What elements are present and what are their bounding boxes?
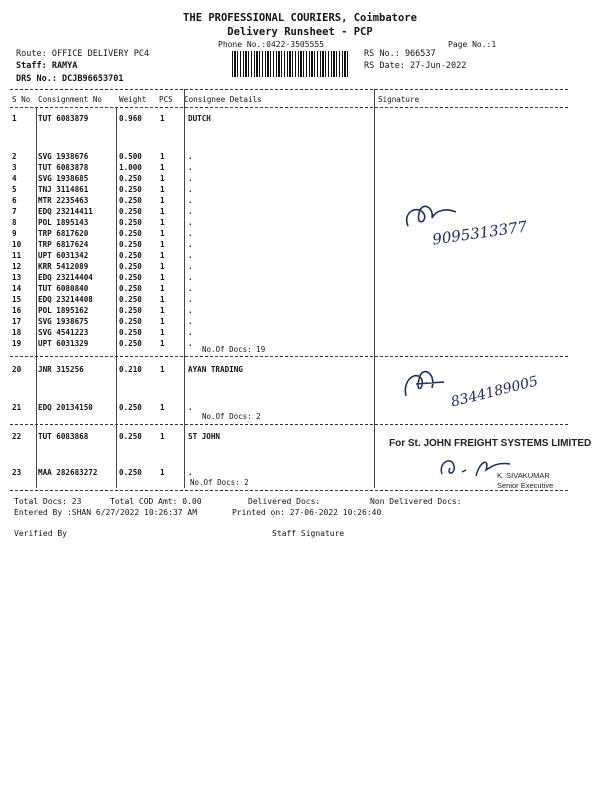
- col-sno: S No: [12, 95, 31, 104]
- table-cell: 1: [160, 273, 165, 282]
- table-cell: 0.250: [119, 207, 142, 216]
- table-cell: MTR 2235463: [38, 196, 89, 205]
- table-cell: 1: [160, 152, 165, 161]
- table-cell: 4: [12, 174, 17, 183]
- table-cell: 17: [12, 317, 22, 326]
- table-cell: 15: [12, 295, 22, 304]
- table-cell: 1: [160, 295, 165, 304]
- handwritten-phone: 8344189005: [449, 373, 540, 411]
- table-cell: 1: [160, 174, 165, 183]
- rs-number: RS No.: 966537: [364, 49, 436, 59]
- table-cell: .: [188, 218, 193, 227]
- table-cell: MAA 282683272: [38, 468, 98, 477]
- table-cell: UPT 6031342: [38, 251, 89, 260]
- delivered-docs: Delivered Docs:: [248, 497, 321, 506]
- table-cell: 0.250: [119, 432, 142, 441]
- stamp-company: For St. JOHN FREIGHT SYSTEMS LIMITED: [389, 438, 592, 449]
- table-cell: TRP 6817620: [38, 229, 89, 238]
- table-cell: .: [188, 262, 193, 271]
- table-cell: 1: [160, 339, 165, 348]
- table-cell: 0.250: [119, 328, 142, 337]
- table-cell: 0.250: [119, 196, 142, 205]
- table-cell: 20: [12, 365, 22, 374]
- table-cell: 1: [160, 196, 165, 205]
- table-cell: 0.250: [119, 251, 142, 260]
- document-title: THE PROFESSIONAL COURIERS, Coimbatore: [183, 12, 417, 24]
- table-cell: 1: [160, 229, 165, 238]
- table-cell: POL 1895143: [38, 218, 89, 227]
- table-cell: 1: [160, 365, 165, 374]
- table-cell: 9: [12, 229, 17, 238]
- table-cell: .: [188, 207, 193, 216]
- group-doc-count: No.Of Docs: 2: [202, 412, 261, 421]
- printed-on: Printed on: 27-06-2022 10:26:40: [232, 508, 382, 517]
- entered-by: Entered By :SHAN 6/27/2022 10:26:37 AM: [14, 508, 198, 517]
- divider: [10, 356, 568, 357]
- table-cell: 0.250: [119, 273, 142, 282]
- handwritten-phone: 9095313377: [431, 217, 529, 249]
- table-cell: 7: [12, 207, 17, 216]
- table-cell: .: [188, 403, 193, 412]
- table-cell: .: [188, 328, 193, 337]
- col-consignment: Consignment No: [38, 95, 103, 104]
- stamp-designation: Senior Executive: [497, 481, 554, 490]
- non-delivered-docs: Non Delivered Docs:: [370, 497, 462, 506]
- table-cell: 1: [160, 185, 165, 194]
- staff: Staff: RAMYA: [16, 61, 78, 71]
- table-cell: 22: [12, 432, 22, 441]
- table-cell: 0.250: [119, 174, 142, 183]
- table-cell: 2: [12, 152, 17, 161]
- table-cell: 1: [160, 207, 165, 216]
- table-cell: .: [188, 339, 193, 348]
- table-cell: 1: [160, 218, 165, 227]
- table-cell: 1: [160, 284, 165, 293]
- table-cell: 0.250: [119, 218, 142, 227]
- table-cell: ST JOHN: [188, 432, 221, 441]
- table-cell: 0.250: [119, 295, 142, 304]
- table-cell: 1: [160, 251, 165, 260]
- document-subtitle: Delivery Runsheet - PCP: [227, 26, 373, 38]
- stamp-name: K. SIVAKUMAR: [497, 471, 550, 480]
- table-cell: 0.250: [119, 468, 142, 477]
- col-signature: Signature: [378, 95, 420, 104]
- table-cell: SVG 1938685: [38, 174, 89, 183]
- total-cod: Total COD Amt: 0.00: [110, 497, 202, 506]
- table-cell: 1: [160, 306, 165, 315]
- col-consignee: Consignee Details: [184, 95, 262, 104]
- table-cell: 6: [12, 196, 17, 205]
- table-cell: 0.250: [119, 262, 142, 271]
- page-number: Page No.:1: [448, 40, 497, 49]
- table-cell: 18: [12, 328, 22, 337]
- table-cell: 1.000: [119, 163, 142, 172]
- table-cell: SVG 1938676: [38, 152, 89, 161]
- table-cell: .: [188, 196, 193, 205]
- table-cell: EDQ 23214411: [38, 207, 93, 216]
- table-cell: SVG 4541223: [38, 328, 89, 337]
- table-cell: 1: [160, 163, 165, 172]
- table-cell: TNJ 3114861: [38, 185, 89, 194]
- table-cell: 1: [160, 403, 165, 412]
- table-cell: 1: [12, 114, 17, 123]
- table-cell: 0.250: [119, 240, 142, 249]
- table-cell: DUTCH: [188, 114, 211, 123]
- verified-by: Verified By: [14, 529, 67, 538]
- column-line: [374, 89, 375, 488]
- column-line: [116, 108, 117, 488]
- table-cell: AYAN TRADING: [188, 365, 243, 374]
- table-cell: EDQ 20134150: [38, 403, 93, 412]
- table-cell: .: [188, 240, 193, 249]
- table-cell: EDQ 23214404: [38, 273, 93, 282]
- drs-number: DRS No.: DCJB96653701: [16, 74, 124, 84]
- table-cell: SVG 1938675: [38, 317, 89, 326]
- table-cell: 3: [12, 163, 17, 172]
- table-cell: 1: [160, 317, 165, 326]
- table-cell: POL 1895162: [38, 306, 89, 315]
- column-line: [184, 89, 185, 488]
- table-cell: TUT 6083879: [38, 114, 89, 123]
- table-cell: .: [188, 251, 193, 260]
- divider: [10, 107, 568, 108]
- table-cell: 19: [12, 339, 22, 348]
- rs-date: RS Date: 27-Jun-2022: [364, 61, 467, 71]
- table-cell: 21: [12, 403, 22, 412]
- table-cell: 0.250: [119, 229, 142, 238]
- table-cell: 12: [12, 262, 22, 271]
- table-cell: JNR 315256: [38, 365, 84, 374]
- table-cell: .: [188, 295, 193, 304]
- group-doc-count: No.Of Docs: 19: [202, 345, 266, 354]
- divider: [10, 490, 568, 491]
- table-cell: .: [188, 174, 193, 183]
- table-cell: 16: [12, 306, 22, 315]
- col-pcs: PCS: [159, 95, 173, 104]
- table-cell: UPT 6031329: [38, 339, 89, 348]
- route: Route: OFFICE DELIVERY PC4: [16, 49, 150, 59]
- total-docs: Total Docs: 23: [14, 497, 82, 506]
- table-cell: .: [188, 152, 193, 161]
- table-cell: .: [188, 185, 193, 194]
- table-cell: 0.960: [119, 114, 142, 123]
- col-weight: Weight: [119, 95, 147, 104]
- table-cell: 0.210: [119, 365, 142, 374]
- staff-signature: Staff Signature: [272, 529, 345, 538]
- table-cell: EDQ 23214408: [38, 295, 93, 304]
- table-cell: .: [188, 163, 193, 172]
- table-cell: TRP 6817624: [38, 240, 89, 249]
- table-cell: 0.250: [119, 185, 142, 194]
- table-cell: 0.250: [119, 284, 142, 293]
- table-cell: 10: [12, 240, 22, 249]
- table-cell: KRR 5412089: [38, 262, 89, 271]
- table-cell: 1: [160, 240, 165, 249]
- table-cell: .: [188, 317, 193, 326]
- divider: [10, 424, 568, 425]
- table-cell: TUT 6083878: [38, 163, 89, 172]
- table-cell: 8: [12, 218, 17, 227]
- table-cell: 0.250: [119, 339, 142, 348]
- group-doc-count: No.Of Docs: 2: [190, 478, 249, 487]
- table-cell: 11: [12, 251, 22, 260]
- table-cell: TUT 6083868: [38, 432, 89, 441]
- divider: [10, 89, 568, 90]
- barcode: [232, 51, 350, 77]
- table-cell: .: [188, 229, 193, 238]
- table-cell: 1: [160, 328, 165, 337]
- table-cell: .: [188, 273, 193, 282]
- signature-scribble: [396, 366, 456, 402]
- column-line: [36, 108, 37, 488]
- table-cell: 1: [160, 432, 165, 441]
- table-cell: 14: [12, 284, 22, 293]
- table-cell: 0.250: [119, 317, 142, 326]
- table-cell: TUT 6080840: [38, 284, 89, 293]
- table-cell: .: [188, 306, 193, 315]
- table-cell: .: [188, 468, 193, 477]
- phone-number: Phone No.:0422-3505555: [218, 40, 324, 49]
- table-cell: 5: [12, 185, 17, 194]
- table-cell: 1: [160, 114, 165, 123]
- table-cell: 0.250: [119, 403, 142, 412]
- table-cell: 0.250: [119, 306, 142, 315]
- table-cell: 1: [160, 468, 165, 477]
- table-cell: 13: [12, 273, 22, 282]
- table-cell: 0.500: [119, 152, 142, 161]
- table-cell: 23: [12, 468, 22, 477]
- table-cell: .: [188, 284, 193, 293]
- table-cell: 1: [160, 262, 165, 271]
